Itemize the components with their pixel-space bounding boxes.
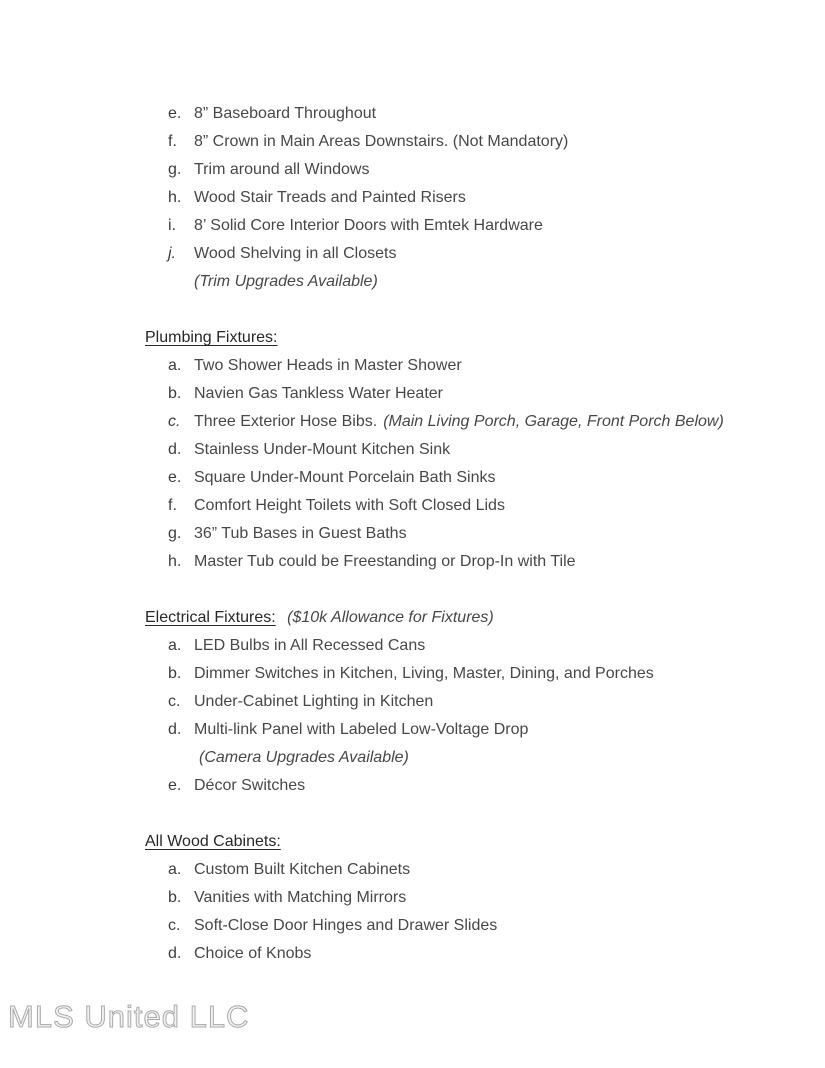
item-text: Navien Gas Tankless Water Heater [194, 385, 443, 402]
item-text: Under-Cabinet Lighting in Kitchen [194, 693, 434, 710]
list-item [145, 744, 785, 772]
item-note: (Camera Upgrades Available) [199, 749, 409, 766]
section-electrical-fixtures [145, 604, 785, 800]
list-marker: b. [168, 889, 182, 906]
list-marker: j. [168, 245, 176, 262]
list-item [145, 632, 785, 660]
list-item [145, 268, 785, 296]
watermark-text: MLS United LLC [8, 999, 250, 1034]
section-heading [145, 828, 785, 856]
list-item [145, 856, 785, 884]
list-item [145, 380, 785, 408]
section-heading-label: All Wood Cabinets: [145, 833, 281, 850]
item-text: Wood Stair Treads and Painted Risers [194, 189, 466, 206]
list-marker: h. [168, 553, 182, 570]
list-marker: i. [168, 217, 176, 234]
section-heading [145, 324, 785, 352]
item-text: Stainless Under-Mount Kitchen Sink [194, 441, 451, 458]
item-text: Trim around all Windows [194, 161, 370, 178]
list-marker: e. [168, 105, 182, 122]
list-item [145, 408, 785, 436]
list-item [145, 352, 785, 380]
section-heading-label: Plumbing Fixtures: [145, 329, 278, 346]
item-note: (Trim Upgrades Available) [194, 273, 378, 290]
plumbing-item-list [145, 352, 785, 576]
item-text: 8” Baseboard Throughout [194, 105, 377, 122]
item-text: LED Bulbs in All Recessed Cans [194, 637, 426, 654]
list-item [145, 912, 785, 940]
list-marker: a. [168, 861, 182, 878]
list-marker: c. [168, 413, 181, 430]
list-marker: h. [168, 189, 182, 206]
list-item [145, 100, 785, 128]
list-marker: f. [168, 497, 177, 514]
section-heading-note: ($10k Allowance for Fixtures) [287, 609, 494, 626]
list-marker: c. [168, 693, 181, 710]
list-item [145, 464, 785, 492]
item-text: Multi-link Panel with Labeled Low-Voltage Drop [194, 721, 529, 738]
list-marker: d. [168, 721, 182, 738]
list-marker: c. [168, 917, 181, 934]
list-item [145, 660, 785, 688]
item-text: Square Under-Mount Porcelain Bath Sinks [194, 469, 496, 486]
section-all-wood-cabinets [145, 828, 785, 968]
list-item [145, 940, 785, 968]
item-text: Two Shower Heads in Master Shower [194, 357, 462, 374]
list-marker: e. [168, 777, 182, 794]
list-marker: d. [168, 441, 182, 458]
item-text: 8’ Solid Core Interior Doors with Emtek Hardware [194, 217, 543, 234]
item-text: 36” Tub Bases in Guest Baths [194, 525, 407, 542]
item-text: Wood Shelving in all Closets [194, 245, 397, 262]
list-item [145, 716, 785, 744]
item-text: Three Exterior Hose Bibs. [194, 413, 378, 430]
item-text: Choice of Knobs [194, 945, 312, 962]
electrical-item-list [145, 632, 785, 800]
list-item [145, 520, 785, 548]
list-marker [168, 268, 194, 296]
list-marker: b. [168, 665, 182, 682]
list-marker: d. [168, 945, 182, 962]
cabinets-item-list [145, 856, 785, 968]
list-marker: g. [168, 161, 182, 178]
list-marker [168, 744, 194, 772]
list-marker: a. [168, 637, 182, 654]
section-heading-label: Electrical Fixtures: [145, 609, 276, 626]
list-marker: f. [168, 133, 177, 150]
list-marker: e. [168, 469, 182, 486]
list-item [145, 436, 785, 464]
list-item [145, 884, 785, 912]
section-heading [145, 604, 785, 632]
item-text: Vanities with Matching Mirrors [194, 889, 407, 906]
list-item [145, 128, 785, 156]
item-note: (Main Living Porch, Garage, Front Porch Below) [383, 413, 724, 430]
list-marker: b. [168, 385, 182, 402]
list-item [145, 772, 785, 800]
section-plumbing-fixtures [145, 324, 785, 576]
list-marker: a. [168, 357, 182, 374]
list-item [145, 688, 785, 716]
list-item [145, 156, 785, 184]
list-marker: g. [168, 525, 182, 542]
item-text: 8” Crown in Main Areas Downstairs. (Not Mandatory) [194, 133, 569, 150]
item-text: Custom Built Kitchen Cabinets [194, 861, 411, 878]
trim-item-list [145, 100, 785, 296]
list-item [145, 492, 785, 520]
list-item [145, 548, 785, 576]
item-text: Comfort Height Toilets with Soft Closed Lids [194, 497, 505, 514]
list-item [145, 184, 785, 212]
item-text: Décor Switches [194, 777, 306, 794]
item-text: Dimmer Switches in Kitchen, Living, Master, Dining, and Porches [194, 665, 654, 682]
list-item [145, 212, 785, 240]
item-text: Master Tub could be Freestanding or Drop-In with Tile [194, 553, 576, 570]
list-item [145, 240, 785, 268]
item-text: Soft-Close Door Hinges and Drawer Slides [194, 917, 498, 934]
section-trim [145, 100, 785, 296]
